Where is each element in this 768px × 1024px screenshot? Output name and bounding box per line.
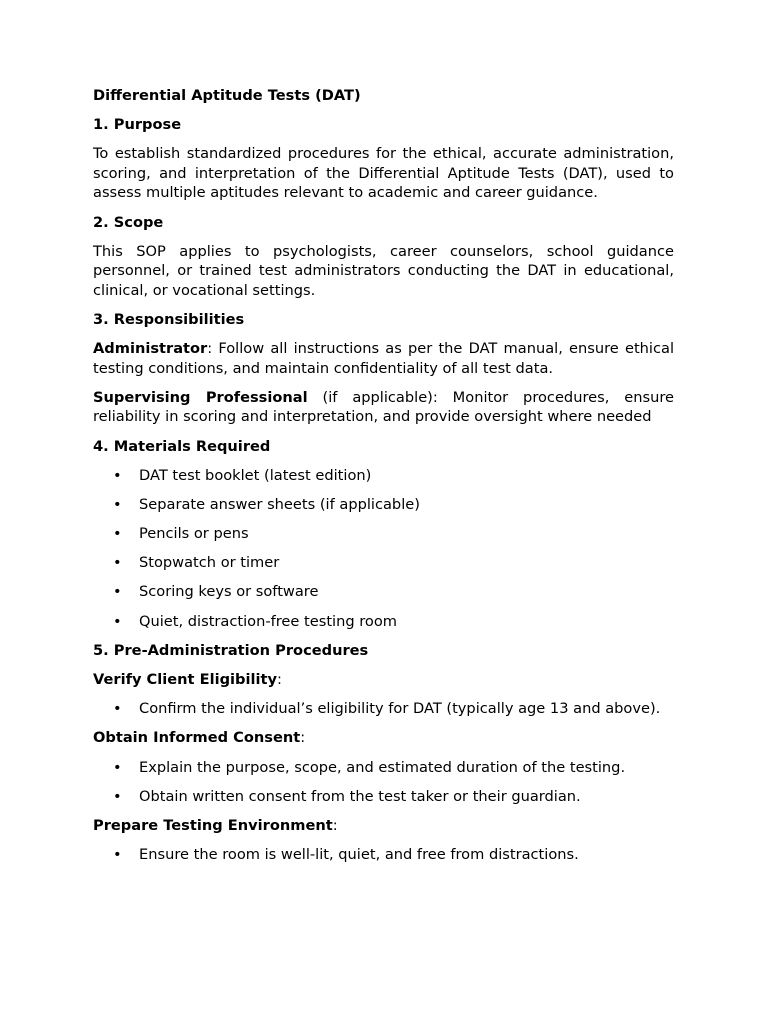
administrator-text: : Follow all instructions as per the DAT manual, ensure ethical testing conditions, and maintain confidentiality of all test data. [93, 340, 674, 377]
bullet-icon: • [113, 700, 122, 718]
supervisor-paragraph [93, 388, 674, 427]
responsibilities-heading: 3. Responsibilities [93, 310, 245, 328]
bullet-icon: • [113, 466, 122, 484]
list-item-text: Separate answer sheets (if applicable) [139, 495, 420, 513]
document-title: Differential Aptitude Tests (DAT) [93, 87, 361, 104]
eligibility-list [93, 699, 674, 719]
list-item-text: Confirm the individual’s eligibility for DAT (typically age 13 and above). [139, 700, 661, 718]
supervisor-text: (if applicable): Monitor procedures, ensure reliability in scoring and interpretation, and provide oversight where needed [93, 388, 674, 426]
scope-heading: 2. Scope [93, 213, 164, 231]
materials-list [93, 466, 674, 631]
consent-label: Obtain Informed Consent [93, 729, 301, 747]
list-item [93, 495, 674, 515]
list-item [93, 612, 674, 632]
list-item-text: Explain the purpose, scope, and estimated duration of the testing. [139, 758, 626, 776]
purpose-text: To establish standardized procedures for the ethical, accurate administration, scoring, and interpretation of the Differential Aptitude Tests (DAT), used to assess multiple aptitudes relevant to academic and career guidance. [93, 145, 674, 202]
eligibility-label: Verify Client Eligibility [93, 671, 277, 688]
bullet-icon: • [113, 525, 122, 543]
environment-list [93, 845, 674, 865]
bullet-icon: • [113, 758, 122, 776]
list-item [93, 582, 674, 602]
list-item [93, 466, 674, 486]
bullet-icon: • [113, 583, 122, 601]
list-item [93, 758, 674, 778]
list-item-text: Pencils or pens [139, 525, 249, 543]
environment-colon: : [332, 816, 338, 834]
bullet-icon: • [113, 554, 122, 572]
consent-colon: : [300, 729, 306, 747]
bullet-icon: • [113, 846, 122, 864]
environment-label: Prepare Testing Environment [93, 816, 333, 834]
list-item-text: Ensure the room is well-lit, quiet, and free from distractions. [139, 846, 579, 864]
pre-admin-heading: 5. Pre-Administration Procedures [93, 641, 369, 659]
list-item [93, 845, 674, 865]
materials-heading: 4. Materials Required [93, 437, 271, 455]
consent-subheading [93, 728, 674, 748]
purpose-heading: 1. Purpose [93, 116, 182, 134]
environment-subheading [93, 816, 674, 836]
list-item-text: Quiet, distraction-free testing room [139, 612, 397, 630]
list-item [93, 699, 674, 719]
scope-text: This SOP applies to psychologists, career counselors, school guidance personnel, or trained test administrators conducting the DAT in educational, clinical, or vocational settings. [93, 242, 674, 299]
list-item [93, 524, 674, 544]
list-item-text: Stopwatch or timer [139, 554, 280, 572]
list-item [93, 787, 674, 807]
document-page [93, 86, 674, 874]
bullet-icon: • [113, 787, 122, 805]
list-item-text: DAT test booklet (latest edition) [139, 466, 372, 484]
eligibility-colon: : [276, 671, 282, 688]
administrator-paragraph [93, 339, 674, 378]
list-item [93, 553, 674, 573]
eligibility-subheading [93, 670, 674, 690]
list-item-text: Scoring keys or software [139, 583, 319, 601]
bullet-icon: • [113, 495, 122, 513]
list-item-text: Obtain written consent from the test taker or their guardian. [139, 787, 581, 805]
bullet-icon: • [113, 612, 122, 630]
supervisor-label: Supervising Professional [93, 388, 308, 406]
consent-list [93, 758, 674, 807]
administrator-label: Administrator [93, 340, 208, 358]
